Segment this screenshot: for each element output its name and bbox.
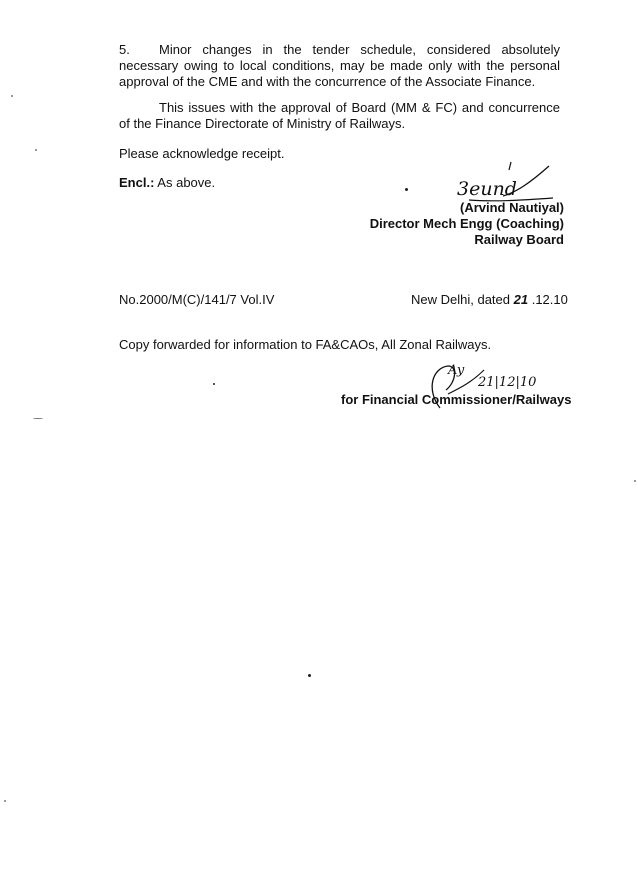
scan-speck — [308, 674, 311, 677]
scan-speck — [634, 480, 636, 482]
signatory-office: Railway Board — [474, 232, 564, 247]
date-rest: .12.10 — [528, 292, 568, 307]
fc-signature-date: 21|12|10 — [478, 375, 537, 390]
signatory-name: (Arvind Nautiyal) — [459, 200, 564, 215]
scan-speck — [11, 95, 13, 97]
reference-number: No.2000/M(C)/141/7 Vol.IV — [119, 292, 275, 307]
date-day: 21 — [513, 292, 529, 307]
enclosure-label: Encl.: — [119, 175, 155, 190]
scan-speck — [213, 383, 215, 385]
paragraph-5-text: Minor changes in the tender schedule, considered absolutely necessary owing to local conditions, may be made only with the personal approval of the CME and with the concurrence of the Associate Finance. — [119, 42, 560, 89]
scan-speck — [35, 149, 37, 151]
signatory-designation: Director Mech Engg (Coaching) — [369, 216, 564, 231]
place-date — [411, 292, 568, 308]
acknowledge-line: Please acknowledge receipt. — [119, 146, 285, 161]
approval-paragraph: This issues with the approval of Board (MM & FC) and concurrence of the Finance Directorate of Ministry of Railways. — [119, 100, 560, 131]
scan-speck — [33, 418, 43, 419]
director-signature-text: 3eund — [457, 178, 517, 200]
scan-speck — [4, 800, 6, 802]
scan-speck — [405, 188, 408, 191]
enclosure-line — [119, 175, 215, 191]
copy-forwarded-line: Copy forwarded for information to FA&CAOs, All Zonal Railways. — [119, 337, 492, 352]
fc-signature-initials: Ay — [448, 363, 465, 378]
paragraph-number: 5. — [119, 42, 130, 57]
paragraph-5 — [119, 42, 560, 90]
signoff-line: for Financial Commissioner/Railways — [341, 392, 572, 407]
place-date-prefix: New Delhi, dated — [411, 292, 514, 307]
enclosure-value: As above. — [154, 175, 216, 190]
